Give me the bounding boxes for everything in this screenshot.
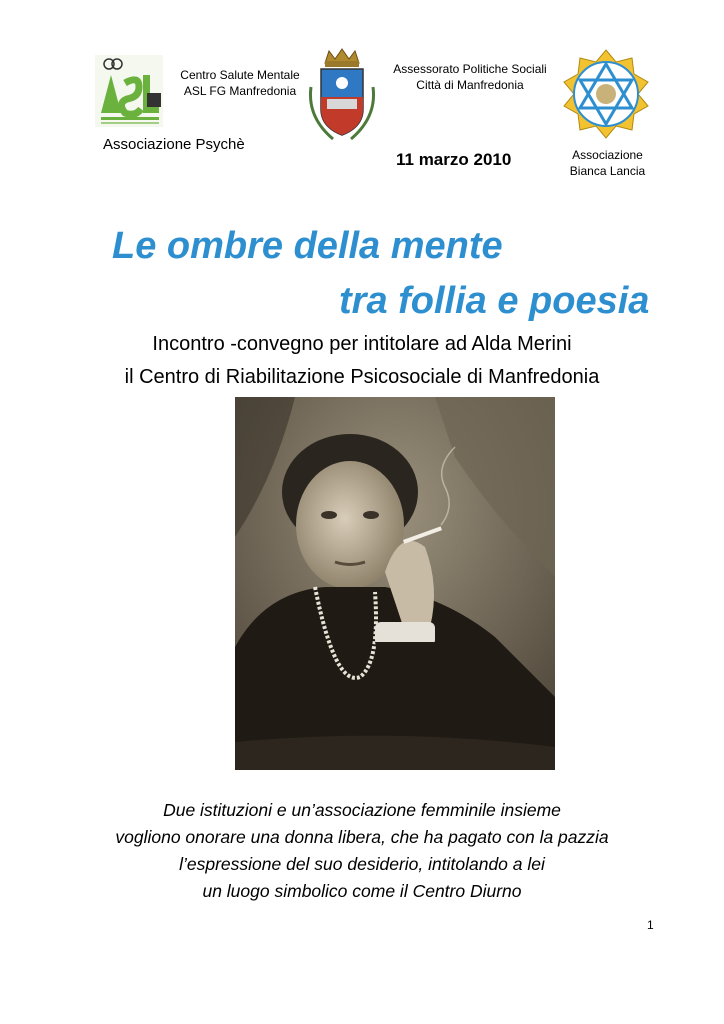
bianca-lancia-line1: Associazione bbox=[572, 148, 643, 162]
assessorato-line2: Città di Manfredonia bbox=[416, 78, 524, 92]
asl-center-line1: Centro Salute Mentale bbox=[180, 68, 300, 82]
dedication-line1: Due istituzioni e un’associazione femminile insieme bbox=[163, 800, 561, 820]
portrait-photo bbox=[235, 397, 555, 770]
subtitle-line2: il Centro di Riabilitazione Psicosociale di Manfredonia bbox=[124, 366, 600, 388]
dedication-line2: vogliono onorare una donna libera, che ha pagato con la pazzia bbox=[115, 827, 609, 847]
asl-center-line2: ASL FG Manfredonia bbox=[183, 84, 297, 98]
dedication-line3: l’espressione del suo desiderio, intitolando a lei bbox=[179, 854, 545, 874]
assessorato-text bbox=[384, 61, 556, 93]
title-line2: tra follia e poesia bbox=[339, 280, 650, 322]
assessorato-line1: Assessorato Politiche Sociali bbox=[393, 62, 547, 76]
dedication-line4: un luogo simbolico come il Centro Diurno bbox=[202, 881, 522, 901]
association-psyche: Associazione Psychè bbox=[103, 136, 245, 153]
dedication-text bbox=[0, 797, 724, 905]
bianca-lancia-text bbox=[560, 147, 655, 179]
subtitle-line1: Incontro -convegno per intitolare ad Alda Merini bbox=[152, 333, 572, 355]
bianca-lancia-logo bbox=[562, 48, 650, 140]
title-line1: Le ombre della mente bbox=[112, 225, 503, 267]
page-number: 1 bbox=[647, 918, 654, 932]
event-date: 11 marzo 2010 bbox=[396, 150, 512, 169]
coat-of-arms-icon bbox=[303, 47, 381, 145]
bianca-lancia-line2: Bianca Lancia bbox=[569, 164, 646, 178]
asl-center-text bbox=[170, 67, 310, 99]
asl-logo bbox=[95, 55, 163, 127]
